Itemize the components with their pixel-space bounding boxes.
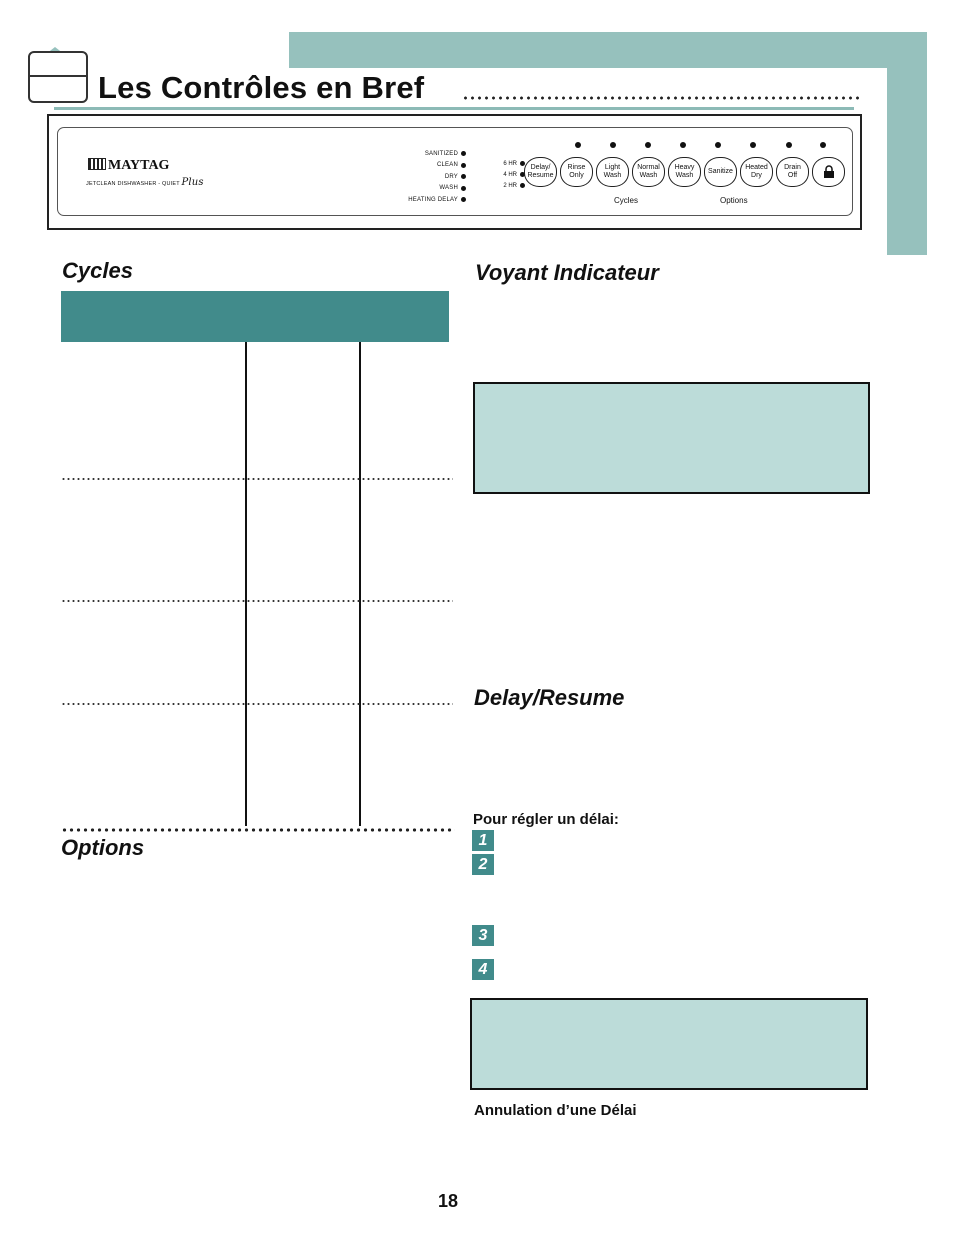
delay-resume-button: Delay/ Resume <box>524 157 557 187</box>
cycles-heading: Cycles <box>62 258 133 283</box>
step-number: 1 <box>472 830 494 851</box>
led-icon <box>680 142 686 148</box>
control-panel <box>57 127 853 216</box>
table-column-divider <box>359 342 361 826</box>
page-title: Les Contrôles en Bref <box>98 70 425 105</box>
cancel-delay-label: Annulation d’une Délai <box>474 1102 637 1119</box>
cycles-table-header <box>61 291 449 342</box>
table-column-divider <box>245 342 247 826</box>
page-number: 18 <box>438 1191 459 1211</box>
status-light: HEATING DELAY <box>398 194 466 206</box>
drain-off-button: Drain Off <box>776 157 809 187</box>
brand-logo: MAYTAG <box>88 158 169 174</box>
delay-hour-lights <box>495 158 525 191</box>
step-number: 3 <box>472 925 494 946</box>
title-underline <box>54 107 854 110</box>
options-group-label: Options <box>720 196 748 205</box>
heated-dry-button: Heated Dry <box>740 157 773 187</box>
light-wash-button: Light Wash <box>596 157 629 187</box>
table-row-divider <box>61 702 453 706</box>
status-light: DRY <box>398 171 466 183</box>
status-light: CLEAN <box>398 160 466 172</box>
led-icon <box>461 186 466 191</box>
set-delay-label: Pour régler un délai: <box>473 811 619 828</box>
maytag-mark-icon <box>88 158 106 170</box>
led-icon <box>820 142 826 148</box>
note-box <box>473 382 870 494</box>
led-icon <box>461 151 466 156</box>
header-band <box>289 32 927 68</box>
led-icon <box>461 174 466 179</box>
led-icon <box>520 183 525 188</box>
status-light: SANITIZED <box>398 148 466 160</box>
led-icon <box>461 197 466 202</box>
table-row-divider <box>61 599 453 603</box>
status-lights <box>398 148 466 206</box>
control-panel-illustration <box>47 114 862 230</box>
led-icon <box>461 163 466 168</box>
led-icon <box>610 142 616 148</box>
lock-button <box>812 157 845 187</box>
section-divider <box>61 827 455 833</box>
delay-hour-light: 6 HR <box>495 158 525 169</box>
delay-hour-light: 4 HR <box>495 169 525 180</box>
table-row-divider <box>61 477 453 481</box>
led-icon <box>786 142 792 148</box>
indicator-heading: Voyant Indicateur <box>475 260 659 285</box>
options-heading: Options <box>61 835 145 860</box>
led-icon <box>645 142 651 148</box>
step-number: 4 <box>472 959 494 980</box>
led-icon <box>715 142 721 148</box>
side-tab-band <box>887 32 927 255</box>
delay-hour-light: 2 HR <box>495 180 525 191</box>
title-dot-leader <box>462 95 862 101</box>
delay-resume-heading: Delay/Resume <box>474 685 625 710</box>
section-icon <box>28 51 88 103</box>
led-icon <box>575 142 581 148</box>
heavy-wash-button: Heavy Wash <box>668 157 701 187</box>
note-box <box>470 998 868 1090</box>
model-line: JETCLEAN DISHWASHER - QUIET Plus <box>86 177 204 188</box>
rinse-only-button: Rinse Only <box>560 157 593 187</box>
led-icon <box>750 142 756 148</box>
cycles-group-label: Cycles <box>614 196 639 205</box>
step-number: 2 <box>472 854 494 875</box>
sanitize-button: Sanitize <box>704 157 737 187</box>
status-light: WASH <box>398 183 466 195</box>
normal-wash-button: Normal Wash <box>632 157 665 187</box>
lock-icon <box>823 165 835 179</box>
